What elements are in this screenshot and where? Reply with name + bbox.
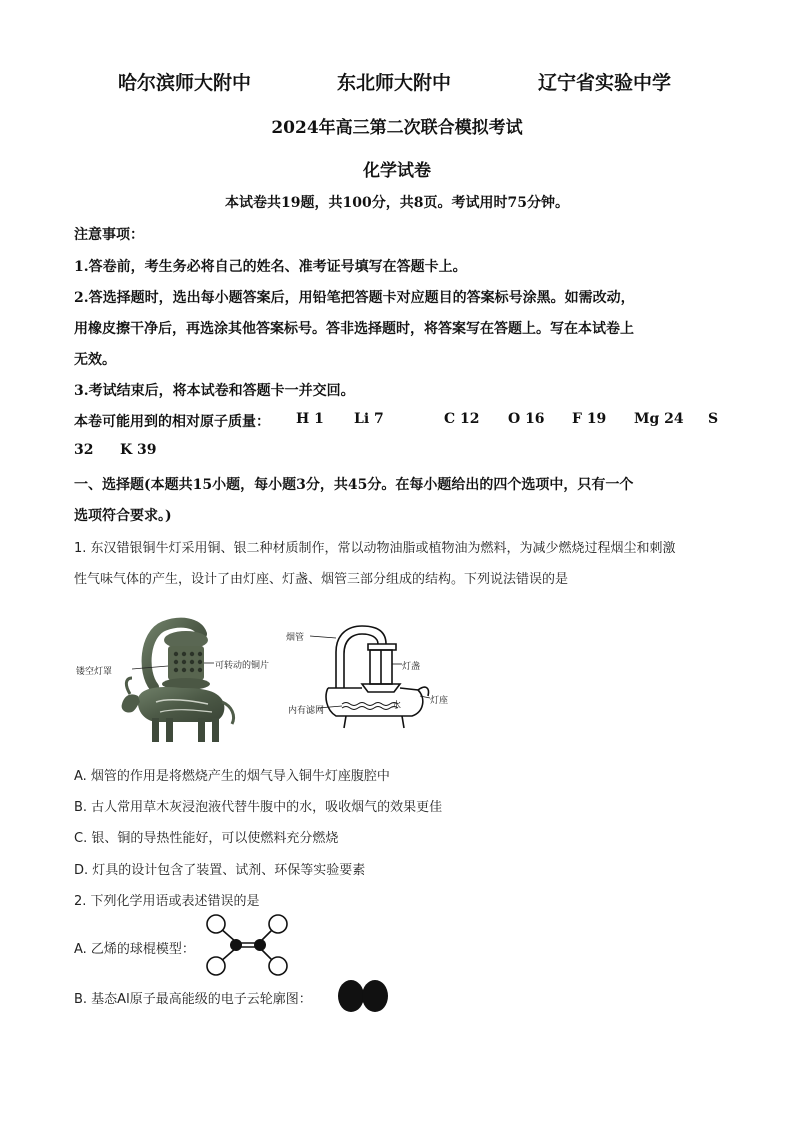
q1-stem-line-1: 1. 东汉错银铜牛灯采用铜、银二种材质制作，常以动物油脂或植物油为燃料，为减少燃烧过程烟尘和刺激	[74, 541, 676, 556]
label-lamp-base: 灯座	[430, 696, 449, 706]
label-chimney: 烟管	[286, 633, 305, 643]
notice-item-1: 1.答卷前，考生务必将自己的姓名、准考证号填写在答题卡上。	[74, 259, 467, 275]
mass-mg: Mg 24	[634, 411, 684, 427]
mass-k: K 39	[120, 442, 157, 458]
ox-lamp-illustration	[72, 612, 252, 748]
exam-title: 2024年高三第二次联合模拟考试	[271, 118, 523, 138]
q1-option-d: D. 灯具的设计包含了装置、试剂、环保等实验要素	[74, 863, 366, 878]
section-1-heading-line-1: 一、选择题(本题共15小题，每小题3分，共45分。在每小题给出的四个选项中，只有一个	[74, 477, 634, 493]
mass-c: C 12	[444, 411, 480, 427]
q1-option-c: C. 银、铜的导热性能好，可以使燃料充分燃烧	[74, 831, 339, 846]
label-filter-inside: 内有滤网	[288, 706, 325, 716]
exam-intro: 本试卷共19题，共100分，共8页。考试用时75分钟。	[225, 195, 569, 211]
label-openwork-shade: 镂空灯罩	[76, 667, 113, 677]
school-3: 辽宁省实验中学	[538, 72, 672, 94]
q1-option-a: A. 烟管的作用是将燃烧产生的烟气导入铜牛灯座腹腔中	[74, 769, 390, 784]
lamp-structure-diagram	[284, 622, 454, 734]
notice-item-2-line-2: 用橡皮擦干净后，再选涂其他答案标号。答非选择题时，将答案写在答题上。写在本试卷上	[74, 321, 634, 337]
label-rotating-copper: 可转动的铜片	[215, 661, 270, 671]
q2-option-b: B. 基态Al原子最高能级的电子云轮廓图：	[74, 992, 312, 1007]
notice-item-2-line-1: 2.答选择题时，选出每小题答案后，用铅笔把答题卡对应题目的答案标号涂黑。如需改动，	[74, 290, 635, 306]
q1-option-b: B. 古人常用草木灰浸泡液代替牛腹中的水，吸收烟气的效果更佳	[74, 800, 443, 815]
label-water: 水	[392, 701, 402, 711]
q2-stem: 2. 下列化学用语或表述错误的是	[74, 894, 260, 909]
ethylene-ball-stick-model	[202, 914, 294, 976]
ethylene-model-svg	[202, 914, 294, 976]
mass-o: O 16	[508, 411, 545, 427]
notice-heading: 注意事项：	[74, 227, 144, 243]
exam-subject: 化学试卷	[363, 161, 431, 181]
notice-item-3: 3.考试结束后，将本试卷和答题卡一并交回。	[74, 383, 355, 399]
mass-li: Li 7	[354, 411, 384, 427]
label-lamp-dish: 灯盏	[402, 662, 421, 672]
school-1: 哈尔滨师大附中	[118, 72, 252, 94]
ox-lamp-diagram	[284, 622, 454, 734]
mass-s-value: 32	[74, 442, 94, 458]
notice-item-2-line-3: 无效。	[74, 352, 116, 368]
mass-f: F 19	[572, 411, 607, 427]
school-names	[0, 68, 794, 96]
q1-stem-line-2: 性气味气体的产生，设计了由灯座、灯盏、烟管三部分组成的结构。下列说法错误的是	[74, 572, 569, 587]
p-orbital-svg	[336, 978, 390, 1014]
mass-s: S	[708, 411, 719, 427]
section-1-heading-line-2: 选项符合要求。)	[74, 508, 172, 524]
school-2: 东北师大附中	[337, 72, 452, 94]
q2-option-a: A. 乙烯的球棍模型：	[74, 942, 195, 957]
masses-label: 本卷可能用到的相对原子质量：	[74, 414, 270, 430]
bronze-ox-lamp-photo	[72, 612, 270, 748]
p-orbital-cloud-icon	[336, 978, 390, 1014]
mass-h: H 1	[296, 411, 324, 427]
